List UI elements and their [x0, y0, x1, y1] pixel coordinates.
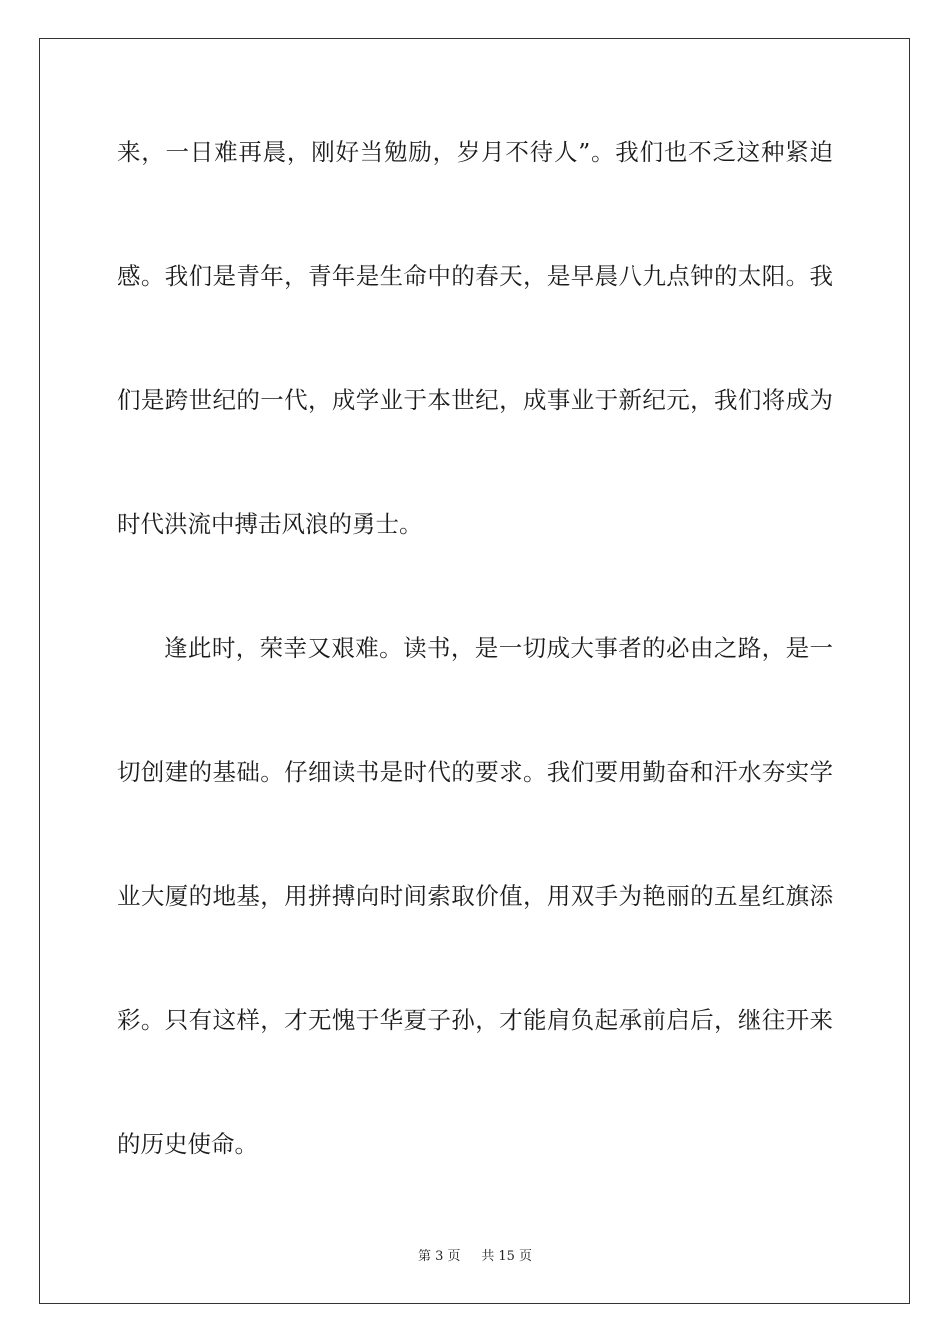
page-total: 共 15 页	[481, 1249, 533, 1264]
text-line: 切创建的基础。仔细读书是时代的要求。我们要用勤奋和汗水夯实学	[117, 758, 833, 786]
text-line: 业大厦的地基，用拼搏向时间索取价值，用双手为艳丽的五星红旗添	[117, 882, 833, 910]
page-footer	[0, 1248, 950, 1266]
text-line: 彩。只有这样，才无愧于华夏子孙，才能肩负起承前启后，继往开来	[117, 1006, 833, 1034]
text-line: 的历史使命。	[117, 1130, 258, 1158]
text-line: 感。我们是青年，青年是生命中的春天，是早晨八九点钟的太阳。我	[117, 262, 833, 290]
text-line: 时代洪流中搏击风浪的勇士。	[117, 510, 423, 538]
page-number: 第 3 页	[417, 1249, 461, 1264]
text-line: 们是跨世纪的一代，成学业于本世纪，成事业于新纪元，我们将成为	[117, 386, 833, 414]
text-line: 来，一日难再晨，刚好当勉励，岁月不待人”。我们也不乏这种紧迫	[117, 138, 833, 166]
page-border	[39, 38, 910, 1304]
paragraph-first-line: 逢此时，荣幸又艰难。读书，是一切成大事者的必由之路，是一	[164, 634, 833, 662]
